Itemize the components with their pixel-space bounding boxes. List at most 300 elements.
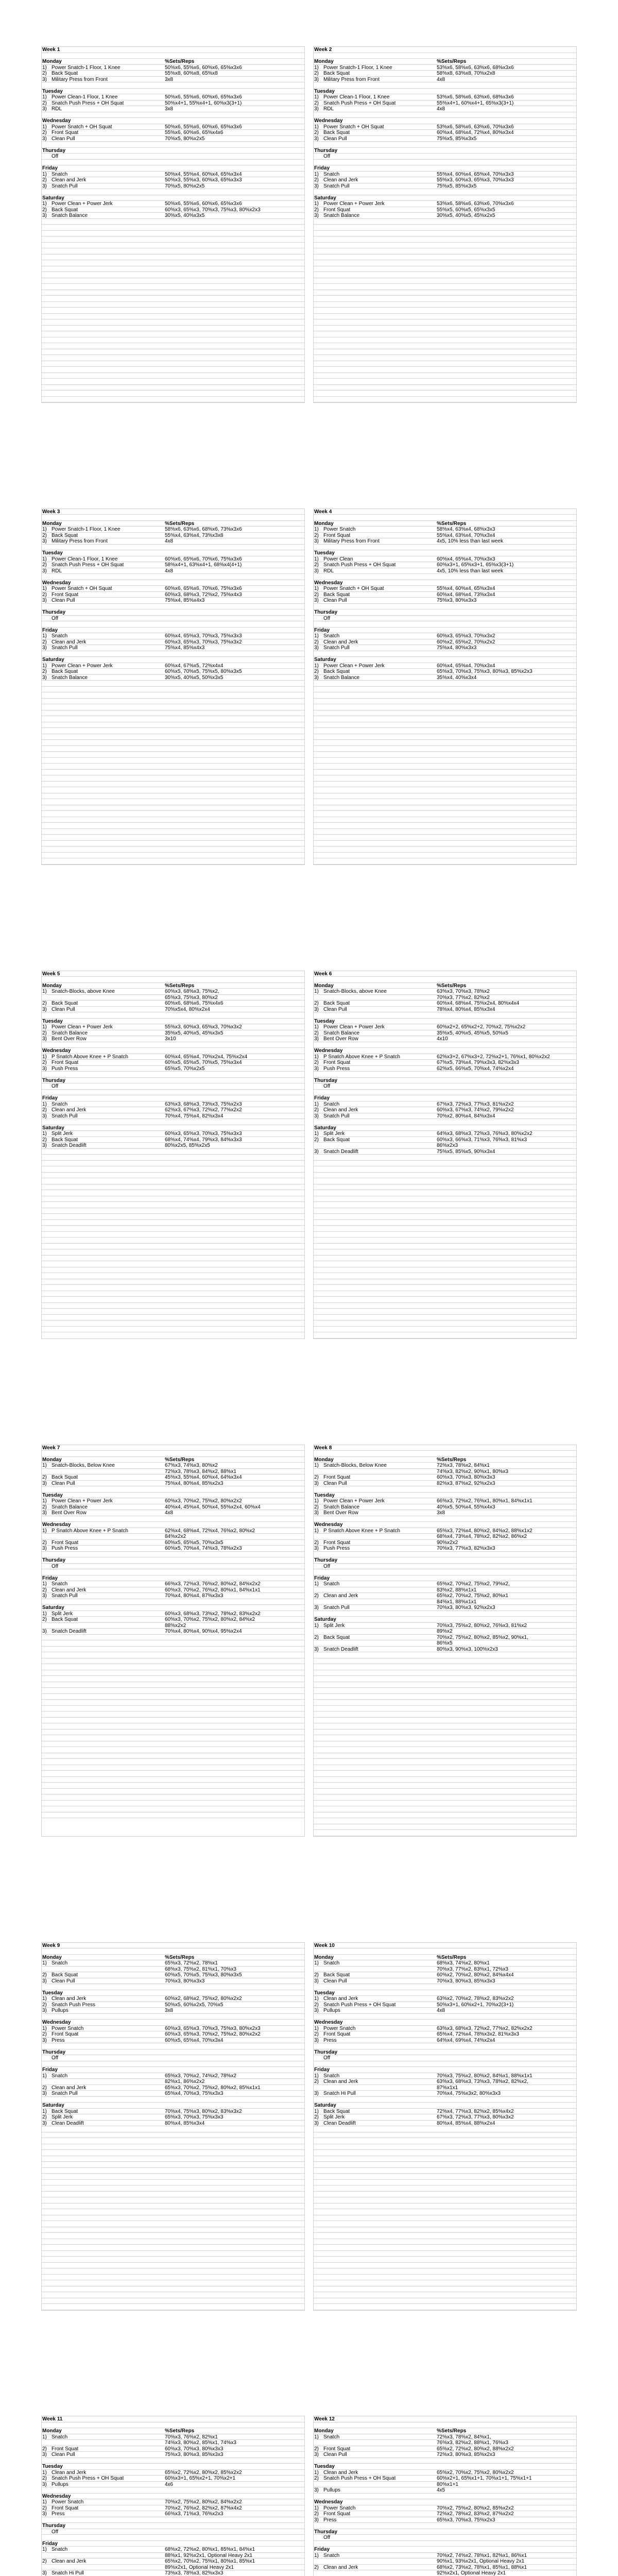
day-header-row bbox=[42, 1078, 304, 1084]
exercise-name: Snatch bbox=[52, 2434, 68, 2440]
blank-row bbox=[42, 2061, 304, 2067]
blank-row bbox=[314, 1670, 576, 1676]
exercise-name: Power Clean + Power Jerk bbox=[323, 1498, 385, 1504]
blank-row bbox=[314, 2043, 576, 2049]
exercise-prescription: 70%x3, 75%x2, 80%x2, 84%x1, 88%x1x1 bbox=[437, 2073, 533, 2079]
blank-row bbox=[314, 1824, 576, 1831]
day-header-row bbox=[42, 2494, 304, 2500]
blank-row bbox=[42, 1694, 304, 1700]
blank-row bbox=[42, 1190, 304, 1196]
exercise-row bbox=[314, 71, 576, 77]
blank-row bbox=[314, 2174, 576, 2180]
exercise-row bbox=[314, 2553, 576, 2559]
exercise-name: Power Snatch-1 Floor, 1 Knee bbox=[323, 64, 392, 70]
day-header-row bbox=[314, 89, 576, 95]
exercise-prescription: 53%x6, 58%x6, 63%x6, 70%x3x6 bbox=[437, 201, 514, 207]
exercise-row bbox=[314, 2511, 576, 2517]
exercise-number: 1) bbox=[42, 1024, 47, 1030]
week-title-row bbox=[42, 2416, 304, 2422]
day-name: Wednesday bbox=[42, 1522, 71, 1528]
exercise-prescription: 70%x3, 80%x3, 85%x3x3 bbox=[437, 1978, 495, 1984]
blank-row bbox=[314, 391, 576, 397]
exercise-row bbox=[42, 538, 304, 545]
blank-row bbox=[314, 1090, 576, 1096]
exercise-name: Back Squat bbox=[52, 1475, 78, 1480]
exercise-name: Power Snatch bbox=[323, 2025, 356, 2031]
day-header-row bbox=[314, 1557, 576, 1564]
exercise-name: Power Clean bbox=[323, 556, 353, 562]
blank-row bbox=[314, 1220, 576, 1226]
blank-row bbox=[42, 829, 304, 835]
exercise-row bbox=[42, 136, 304, 142]
exercise-name: Front Squat bbox=[323, 1060, 351, 1065]
exercise-name: Snatch Deadlift bbox=[323, 1646, 358, 1652]
exercise-name: Off bbox=[52, 2055, 59, 2061]
exercise-number bbox=[314, 1534, 323, 1539]
blank-row bbox=[314, 2239, 576, 2245]
exercise-number bbox=[314, 2440, 323, 2446]
day-header-row bbox=[314, 1617, 576, 1623]
day-name: Tuesday bbox=[314, 2464, 335, 2469]
exercise-row bbox=[42, 2499, 304, 2505]
exercise-number: 3) bbox=[42, 1546, 47, 1551]
blank-row bbox=[42, 361, 304, 367]
exercise-number: 3) bbox=[314, 106, 319, 112]
exercise-name: Clean and Jerk bbox=[52, 1587, 87, 1593]
blank-row bbox=[42, 1273, 304, 1279]
exercise-prescription: 3x8 bbox=[165, 2008, 174, 2013]
exercise-number bbox=[314, 1629, 323, 1634]
exercise-row bbox=[42, 2109, 304, 2115]
blank-row bbox=[42, 1670, 304, 1676]
blank-row bbox=[42, 710, 304, 717]
day-header-row bbox=[314, 2428, 576, 2434]
day-header-row bbox=[42, 1575, 304, 1582]
day-name: Thursday bbox=[42, 2523, 66, 2529]
exercise-row bbox=[42, 2073, 304, 2079]
blank-row bbox=[42, 1794, 304, 1801]
exercise-number: 3) bbox=[314, 1510, 319, 1516]
blank-row bbox=[42, 699, 304, 705]
week-block bbox=[313, 971, 577, 1339]
blank-row bbox=[314, 853, 576, 859]
blank-row bbox=[42, 2150, 304, 2156]
exercise-number: 1) bbox=[314, 1960, 319, 1966]
blank-row bbox=[42, 1161, 304, 1167]
blank-row bbox=[42, 337, 304, 344]
day-name: Friday bbox=[314, 2547, 330, 2552]
day-name: Monday bbox=[314, 2428, 334, 2434]
exercise-name: Clean and Jerk bbox=[323, 1593, 358, 1599]
exercise-name: Clean Pull bbox=[52, 598, 75, 603]
exercise-prescription: 58%x4, 63%x4, 68%x3x3 bbox=[437, 527, 495, 532]
blank-row bbox=[314, 770, 576, 776]
exercise-name: Front Squat bbox=[52, 130, 79, 135]
exercise-number: 3) bbox=[42, 2037, 47, 2043]
exercise-prescription: 60%x3, 65%x3, 70%x3, 75%x3x3 bbox=[165, 1131, 242, 1137]
exercise-row bbox=[314, 669, 576, 675]
exercise-name: Snatch bbox=[52, 633, 68, 639]
exercise-number bbox=[42, 154, 52, 159]
exercise-number: 2) bbox=[314, 1634, 319, 1640]
exercise-prescription: 65%x5, 70%x2x5 bbox=[165, 1065, 205, 1072]
blank-row bbox=[314, 811, 576, 817]
blank-row bbox=[314, 314, 576, 320]
blank-row bbox=[42, 284, 304, 290]
exercise-name bbox=[52, 1967, 165, 1972]
blank-row bbox=[314, 1682, 576, 1688]
exercise-number: 2) bbox=[42, 2505, 47, 2511]
week-title: Week 10 bbox=[314, 1942, 335, 1948]
exercise-number: 2) bbox=[42, 562, 47, 568]
exercise-prescription: 60%x2, 65%x2, 70%x2x2 bbox=[437, 639, 495, 645]
blank-row bbox=[314, 379, 576, 385]
exercise-number: 3) bbox=[42, 1065, 47, 1072]
exercise-number: 1) bbox=[314, 2025, 319, 2031]
exercise-number: 3) bbox=[314, 2037, 319, 2043]
exercise-number: 1) bbox=[314, 2108, 319, 2114]
exercise-prescription: 60%x3, 68%x3, 72%x2, 75%x4x3 bbox=[165, 591, 242, 598]
blank-row bbox=[42, 2458, 304, 2464]
blank-row bbox=[314, 651, 576, 657]
exercise-prescription: 60%x4, 68%x4, 73%x3x4 bbox=[437, 591, 495, 598]
blank-row bbox=[314, 699, 576, 705]
blank-row bbox=[42, 858, 304, 865]
exercise-name: Off bbox=[323, 615, 331, 621]
blank-row bbox=[314, 710, 576, 717]
exercise-name: Power Snatch-1 Floor, 1 Knee bbox=[52, 527, 121, 532]
exercise-prescription: 30%x5, 40%x5, 45%x2x5 bbox=[437, 213, 495, 218]
exercise-number: 1) bbox=[42, 1498, 47, 1504]
day-header-row bbox=[314, 1493, 576, 1499]
exercise-name: Snatch Push Press + OH Squat bbox=[323, 2002, 396, 2008]
blank-row bbox=[42, 846, 304, 853]
exercise-name: Military Press from Front bbox=[52, 76, 108, 82]
exercise-row bbox=[42, 1113, 304, 1120]
exercise-row bbox=[42, 556, 304, 563]
exercise-prescription: 70%x5, 80%x2x5 bbox=[165, 135, 205, 141]
day-header-row bbox=[314, 1048, 576, 1054]
exercise-prescription: 74%x3, 80%x2, 85%x1, 74%x3 bbox=[165, 2440, 236, 2446]
exercise-row bbox=[42, 568, 304, 574]
exercise-number: 3) bbox=[314, 2487, 319, 2493]
exercise-prescription: 70%x3, 77%x2, 83%x1, 72%x3 bbox=[437, 1966, 508, 1972]
exercise-number: 3) bbox=[314, 1065, 319, 1072]
exercise-row bbox=[314, 2008, 576, 2014]
exercise-name: Snatch Push Press + OH Squat bbox=[52, 100, 124, 106]
blank-row bbox=[42, 243, 304, 249]
blank-row bbox=[314, 799, 576, 805]
exercise-prescription bbox=[165, 616, 304, 621]
sets-reps-header: %Sets/Reps bbox=[165, 520, 195, 527]
blank-row bbox=[42, 1178, 304, 1184]
exercise-prescription: 78%x4, 80%x4, 85%x3x4 bbox=[437, 1006, 495, 1012]
exercise-prescription: 75%x5, 85%x3x5 bbox=[437, 183, 477, 189]
exercise-prescription: 65%x2, 70%x2, 75%x2, 79%x2, bbox=[437, 1581, 510, 1587]
exercise-row bbox=[42, 2570, 304, 2576]
exercise-prescription: 60%x6, 65%x6, 70%x6, 75%x3x6 bbox=[165, 556, 242, 562]
exercise-number: 3) bbox=[314, 135, 319, 141]
exercise-number: 2) bbox=[314, 669, 319, 674]
exercise-name: Push Press bbox=[52, 1546, 78, 1551]
blank-row bbox=[42, 1291, 304, 1297]
blank-row bbox=[42, 2168, 304, 2174]
exercise-number: 1) bbox=[42, 1463, 47, 1468]
exercise-row bbox=[42, 2452, 304, 2458]
exercise-prescription: 66%x3, 72%x2, 76%x1, 80%x1, 84%x1x1 bbox=[437, 1498, 533, 1504]
exercise-row bbox=[314, 527, 576, 533]
exercise-row bbox=[42, 1024, 304, 1030]
blank-row bbox=[42, 770, 304, 776]
exercise-name: Clean and Jerk bbox=[52, 2558, 87, 2564]
day-name: Saturday bbox=[314, 657, 336, 663]
blank-row bbox=[314, 752, 576, 758]
blank-row bbox=[314, 846, 576, 853]
blank-row bbox=[42, 1789, 304, 1795]
blank-row bbox=[42, 2209, 304, 2215]
exercise-prescription: 63%x3, 70%x3, 78%x2 bbox=[437, 989, 490, 994]
blank-row bbox=[42, 1948, 304, 1955]
sets-reps-header: %Sets/Reps bbox=[165, 1456, 195, 1463]
exercise-number: 1) bbox=[42, 633, 47, 639]
exercise-prescription: 72%x3, 80%x3, 85%x2x3 bbox=[437, 2452, 495, 2458]
exercise-name: Power Snatch bbox=[323, 527, 356, 532]
blank-row bbox=[42, 2251, 304, 2257]
exercise-number: 1) bbox=[42, 989, 47, 994]
blank-row bbox=[314, 1718, 576, 1724]
exercise-name bbox=[52, 2079, 165, 2084]
exercise-row bbox=[314, 639, 576, 646]
exercise-prescription: 60%x4, 68%x4, 72%x4, 80%x3x4 bbox=[437, 130, 514, 135]
blank-row bbox=[42, 1759, 304, 1765]
exercise-number: 1) bbox=[314, 64, 319, 70]
blank-row bbox=[314, 2138, 576, 2144]
exercise-name bbox=[323, 2085, 437, 2091]
blank-row bbox=[314, 1273, 576, 1279]
blank-row bbox=[314, 290, 576, 296]
exercise-prescription: 80%x1+1 bbox=[437, 2481, 458, 2487]
exercise-name: Clean and Jerk bbox=[323, 639, 358, 645]
exercise-number: 1) bbox=[314, 1463, 319, 1468]
day-header-row bbox=[314, 1457, 576, 1463]
exercise-row bbox=[314, 562, 576, 568]
sets-reps-header: %Sets/Reps bbox=[437, 1456, 467, 1463]
blank-row bbox=[42, 1486, 304, 1493]
week-block bbox=[41, 2416, 305, 2576]
exercise-number: 3) bbox=[314, 183, 319, 189]
exercise-row bbox=[314, 1504, 576, 1511]
exercise-number: 3) bbox=[42, 1143, 47, 1148]
exercise-name: Press bbox=[323, 2517, 337, 2523]
exercise-name: Snatch Pull bbox=[52, 1593, 78, 1599]
exercise-row bbox=[42, 2558, 304, 2565]
blank-row bbox=[42, 1658, 304, 1665]
exercise-number: 1) bbox=[314, 1101, 319, 1107]
exercise-number: 1) bbox=[42, 171, 47, 177]
day-name: Wednesday bbox=[314, 2020, 343, 2025]
program-sheet bbox=[41, 46, 577, 2576]
exercise-row bbox=[314, 2570, 576, 2576]
exercise-prescription: 83%x2, 88%x1x1 bbox=[437, 1587, 477, 1593]
blank-row bbox=[42, 1718, 304, 1724]
exercise-row bbox=[314, 2440, 576, 2446]
exercise-prescription: 72%x3, 78%x3, 84%x2, 88%x1 bbox=[165, 1468, 236, 1475]
blank-row bbox=[314, 385, 576, 391]
exercise-prescription: 84%x1, 88%x1x1 bbox=[437, 1599, 477, 1605]
exercise-number bbox=[42, 995, 52, 1001]
exercise-prescription: 55%x4, 63%x4, 70%x3x4 bbox=[437, 532, 495, 538]
exercise-name: Split Jerk bbox=[323, 2114, 345, 2120]
exercise-prescription: 70%x2, 75%x2, 80%x2, 85%x2, 90%x1, bbox=[437, 1634, 528, 1640]
exercise-row bbox=[314, 2487, 576, 2494]
exercise-row bbox=[42, 586, 304, 592]
exercise-number: 1) bbox=[314, 989, 319, 994]
blank-row bbox=[42, 1771, 304, 1777]
exercise-name: Press bbox=[52, 2511, 65, 2517]
exercise-row bbox=[42, 2091, 304, 2097]
day-header-row bbox=[42, 165, 304, 172]
day-name: Tuesday bbox=[314, 1492, 335, 1498]
day-header-row bbox=[42, 195, 304, 201]
day-header-row bbox=[42, 550, 304, 556]
exercise-row bbox=[42, 1510, 304, 1516]
exercise-prescription: 58%x6, 63%x6, 68%x6, 73%x3x6 bbox=[165, 527, 242, 532]
exercise-number bbox=[314, 995, 323, 1001]
exercise-prescription: 70%x2, 75%x2, 80%x2, 84%x2x2 bbox=[165, 2499, 242, 2505]
exercise-number: 1) bbox=[314, 663, 319, 669]
exercise-row bbox=[42, 1131, 304, 1137]
exercise-prescription: 60%x5, 65%x5, 70%x3x5 bbox=[165, 1539, 224, 1546]
day-name: Thursday bbox=[314, 2049, 338, 2055]
exercise-number: 1) bbox=[314, 2434, 319, 2440]
blank-row bbox=[42, 326, 304, 332]
exercise-prescription: 65%x4, 72%x4, 78%x3x2, 81%x3x3 bbox=[437, 2031, 520, 2037]
exercise-number: 3) bbox=[314, 2120, 319, 2126]
exercise-number: 3) bbox=[42, 183, 47, 189]
blank-row bbox=[314, 1688, 576, 1694]
exercise-row bbox=[42, 124, 304, 130]
blank-row bbox=[42, 1753, 304, 1759]
day-header-row bbox=[314, 195, 576, 201]
exercise-number: 2) bbox=[42, 1504, 47, 1510]
blank-row bbox=[42, 319, 304, 326]
exercise-number: 1) bbox=[314, 1528, 319, 1534]
day-name: Thursday bbox=[314, 147, 338, 153]
exercise-name: Off bbox=[52, 1563, 59, 1569]
blank-row bbox=[314, 1042, 576, 1048]
exercise-name: Clean and Jerk bbox=[323, 2564, 358, 2570]
exercise-row bbox=[42, 1475, 304, 1481]
exercise-prescription: 60%x3, 67%x3, 74%x2, 79%x2x2 bbox=[437, 1107, 514, 1113]
blank-row bbox=[314, 1256, 576, 1262]
exercise-number: 1) bbox=[42, 2108, 47, 2114]
exercise-prescription: 70%x2, 80%x4, 84%x3x4 bbox=[437, 1113, 495, 1119]
exercise-row bbox=[42, 71, 304, 77]
blank-row bbox=[314, 1309, 576, 1315]
exercise-prescription: 75%x5, 85%x3x5 bbox=[437, 135, 477, 141]
exercise-prescription: 66%x3, 71%x3, 76%x2x3 bbox=[165, 2511, 224, 2517]
exercise-prescription: 35%x4, 40%x3x4 bbox=[437, 674, 477, 681]
exercise-prescription: 60%x5, 70%x5, 75%x5, 80%x3x5 bbox=[165, 669, 242, 674]
exercise-number: 1) bbox=[42, 1131, 47, 1137]
day-name: Friday bbox=[314, 627, 330, 633]
day-header-row bbox=[314, 59, 576, 65]
blank-row bbox=[42, 681, 304, 687]
day-header-row bbox=[42, 2067, 304, 2073]
week-block bbox=[313, 2416, 577, 2576]
day-header-row bbox=[314, 550, 576, 556]
exercise-prescription: 50%x4+1, 55%x4+1, 60%x3(3+1) bbox=[165, 100, 242, 106]
blank-row bbox=[314, 278, 576, 284]
blank-row bbox=[314, 1801, 576, 1807]
exercise-prescription: 80%x4, 85%x4, 88%x2x4 bbox=[437, 2120, 495, 2126]
day-header-row bbox=[314, 1955, 576, 1961]
blank-row bbox=[42, 2245, 304, 2251]
exercise-prescription: 67%x3, 74%x3, 80%x2 bbox=[165, 1463, 218, 1468]
exercise-name: Power Clean + Power Jerk bbox=[52, 1498, 113, 1504]
day-header-row bbox=[314, 1125, 576, 1131]
exercise-row bbox=[42, 1546, 304, 1552]
exercise-prescription: 82%x3, 87%x2, 92%x2x3 bbox=[437, 1480, 495, 1486]
exercise-name: Clean Deadlift bbox=[323, 2120, 356, 2126]
day-name: Thursday bbox=[42, 1557, 66, 1563]
day-name: Thursday bbox=[314, 1557, 338, 1563]
day-header-row bbox=[314, 609, 576, 616]
exercise-name: Clean and Jerk bbox=[323, 1107, 358, 1113]
blank-row bbox=[314, 687, 576, 693]
exercise-name: Bent Over Row bbox=[323, 1036, 358, 1042]
exercise-number: 1) bbox=[314, 1054, 319, 1060]
blank-row bbox=[42, 1664, 304, 1670]
blank-row bbox=[42, 1303, 304, 1309]
day-name: Tuesday bbox=[42, 1990, 63, 1996]
blank-row bbox=[42, 2268, 304, 2275]
day-header-row bbox=[42, 2428, 304, 2434]
day-name: Monday bbox=[314, 59, 334, 64]
exercise-name: Military Press from Front bbox=[52, 538, 108, 544]
blank-row bbox=[42, 574, 304, 580]
exercise-name: Clean and Jerk bbox=[52, 1107, 87, 1113]
exercise-name: RDL bbox=[52, 106, 62, 112]
exercise-row bbox=[42, 1060, 304, 1066]
blank-row bbox=[42, 722, 304, 728]
exercise-prescription: 4x5 bbox=[437, 2487, 445, 2493]
exercise-name: P Snatch Above Knee + P Snatch bbox=[323, 1054, 400, 1060]
exercise-prescription: 70%x5, 80%x2x5 bbox=[165, 183, 205, 189]
exercise-row bbox=[314, 1629, 576, 1635]
exercise-prescription: 60%x5, 65%x5, 70%x5, 75%x3x4 bbox=[165, 1060, 242, 1065]
exercise-name: Snatch Push Press + OH Squat bbox=[52, 2476, 124, 2481]
exercise-prescription: 84%x2x2 bbox=[165, 1534, 186, 1539]
exercise-name: Back Squat bbox=[323, 2108, 350, 2114]
blank-row bbox=[42, 2227, 304, 2233]
exercise-row bbox=[42, 2547, 304, 2553]
exercise-name: Clean Pull bbox=[323, 1480, 347, 1486]
exercise-number: 1) bbox=[314, 1024, 319, 1030]
exercise-row bbox=[42, 130, 304, 136]
exercise-prescription: 75%x4, 85%x4x3 bbox=[165, 645, 205, 651]
day-header-row bbox=[42, 1522, 304, 1528]
exercise-number: 2) bbox=[314, 2564, 319, 2570]
blank-row bbox=[42, 977, 304, 983]
blank-row bbox=[314, 1332, 576, 1338]
blank-row bbox=[314, 2298, 576, 2304]
exercise-number: 3) bbox=[42, 1113, 47, 1119]
day-header-row bbox=[42, 118, 304, 124]
exercise-prescription: 70%x4, 80%x4, 90%x4, 95%x2x4 bbox=[165, 1629, 242, 1634]
blank-row bbox=[314, 1783, 576, 1789]
exercise-row bbox=[314, 124, 576, 130]
